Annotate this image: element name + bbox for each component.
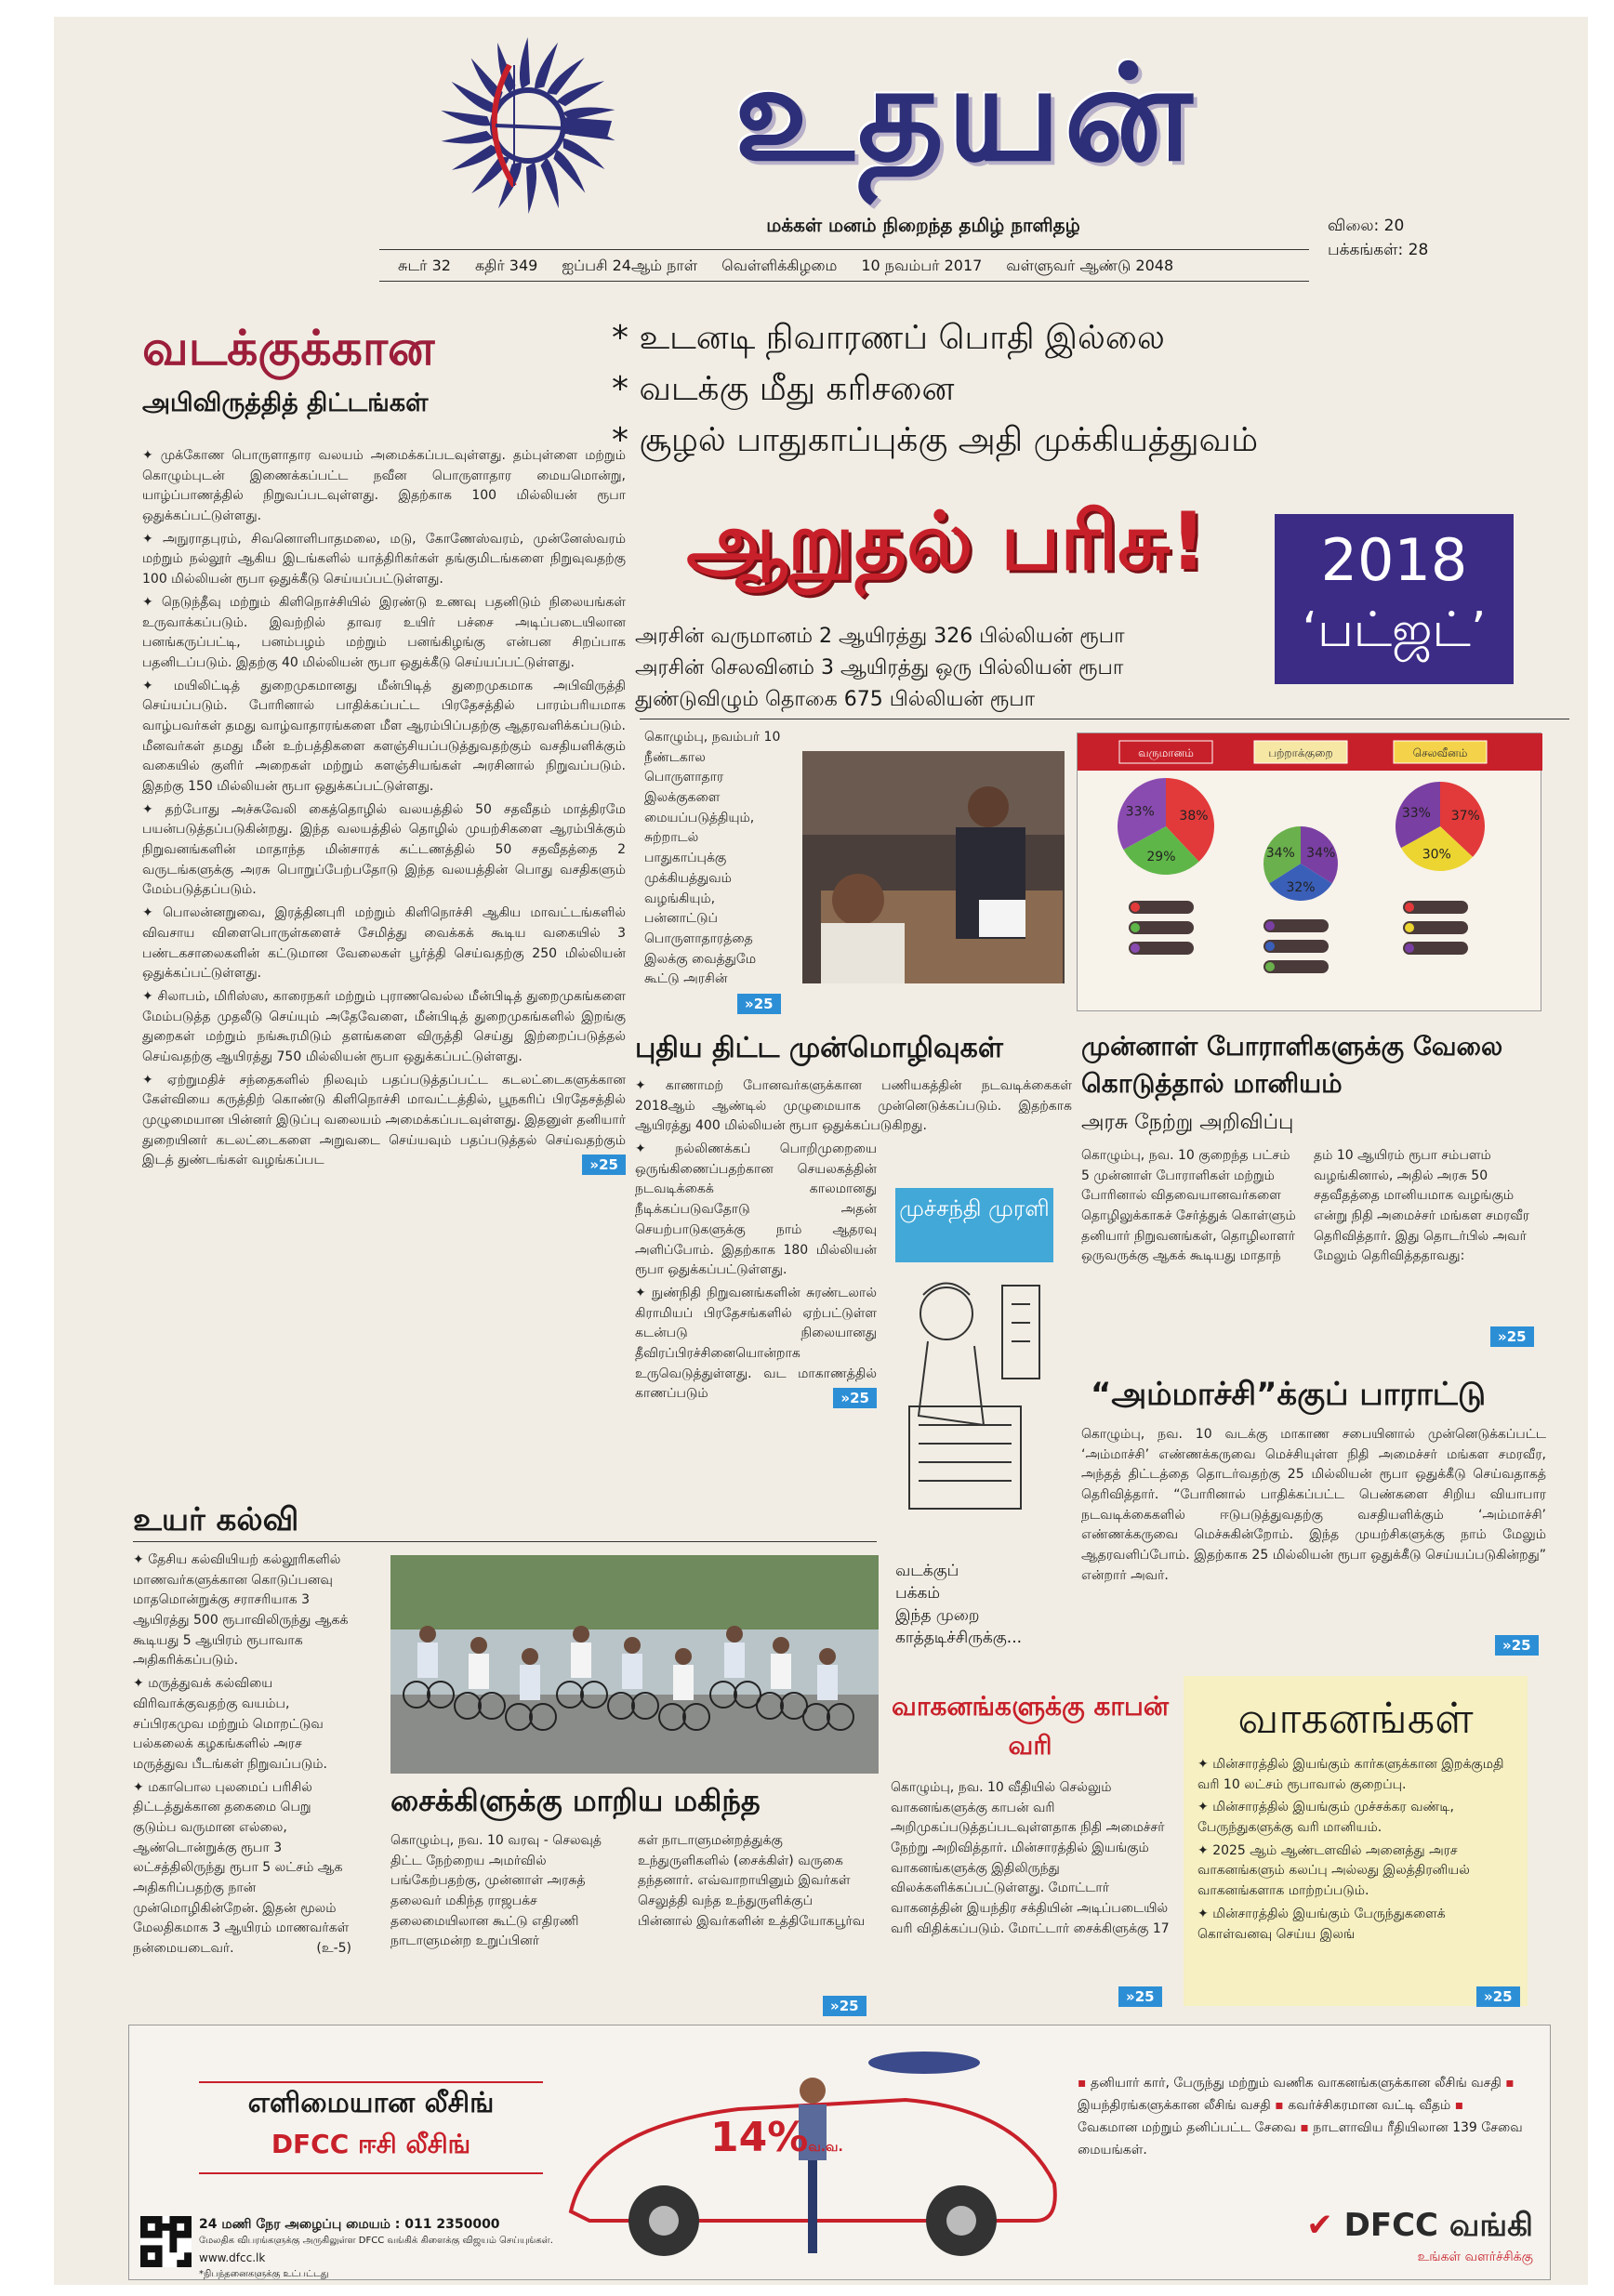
sun-ray xyxy=(520,37,530,89)
ad-terms: *நிபந்தனைகளுக்கு உட்பட்டது xyxy=(199,2269,329,2279)
vehicles-body xyxy=(1197,1755,1518,1987)
ammachi-body xyxy=(1081,1425,1546,1667)
sun-logo-icon xyxy=(421,28,635,223)
rider-head xyxy=(726,1626,743,1643)
north-para: ✦ தற்போது அச்சுவேலி கைத்தொழில் வலயத்தில் 50 சதவீதம் மாத்திரமே பயன்படுத்தப்படுகின்றது. இந்த வலயத்தில் தொழில் முயற்சிகளை ஆரம்பிக்கும் நிறுவனங்களின் மாதாந்த மின்சாரக் கட்டணத்தில் 50 சதவீதத்தை 2 வருடங்களுக்கு அரசு பொறுப்பேற்பதோடு இந்த வலயத்தின் பொது வசதிகளும் மேம்படுத்தப்படும். xyxy=(142,801,626,898)
newspaper-page xyxy=(54,17,1588,2285)
pie-slice-label: 32% xyxy=(1286,879,1316,895)
pie-legend-swatch xyxy=(1405,903,1414,912)
cartoon-title: முச்சந்தி முரளி xyxy=(899,1195,1050,1221)
excombatants-right-text: தம் 10 ஆயிரம் ரூபா சம்பளம் வழங்கினால், அதில் அரசு 50 சதவீதத்தை மானியமாக வழங்கும் என்று நிதி அமைச்சர் மங்கள சமரவீர தெரிவித்தார். இது தொடர்பில் அவர் மேலும் தெரிவித்ததாவது: xyxy=(1314,1148,1529,1264)
lead-bullet: * உடனடி நிவாரணப் பொதி இல்லை xyxy=(612,319,1165,357)
budget-figures xyxy=(635,621,1267,716)
lead-headline: ஆறுதல் பரிசு! xyxy=(686,495,1207,588)
continued-page-link[interactable]: » 25 xyxy=(833,1388,877,1408)
vehicles-para: ✦ மின்சாரத்தில் இயங்கும் பேருந்துகளைக் கொள்வனவு செய்ய இலங் xyxy=(1197,1906,1446,1942)
rider-body xyxy=(817,1665,838,1700)
pie-slice-label: 30% xyxy=(1422,847,1451,863)
excombatants-left xyxy=(1081,1146,1300,1351)
rider-head xyxy=(624,1637,641,1654)
pie-slice-label: 33% xyxy=(1401,805,1431,821)
north-para: ✦ ஏற்றுமதிச் சந்தைகளில் நிலவும் பதப்படுத்தப்பட்ட கடலட்டைகளுக்கான கேள்வியை கருத்திற் கொண்டு கிளிநொச்சி மாவட்டத்தில், பூநகரிப் பிரதேசத்தில் முழுமையான பின்னர் இடுப்பு வலையம் அமைக்கப்படவுள்ளது. இதனுள் தனியார் துறையினர் கடலட்டைகளை அறுவடை செய்யவும் பதப்படுத்தல் செய்வதற்கும் இடத் துண்டங்கள் வழங்கப்பட » 25 xyxy=(142,1071,626,1171)
rider-body xyxy=(571,1643,591,1678)
continued-page-ref: (உ-5) xyxy=(316,1941,351,1957)
ad-feature: தனியார் கார், பேருந்து மற்றும் வணிக வாகனங்களுக்கான லீசிங் வசதி xyxy=(1090,2076,1502,2091)
continued-page-link[interactable]: » 25 xyxy=(1495,1635,1539,1656)
issue-number: கதிர் 349 xyxy=(474,257,538,274)
lead-bullet: * வடக்கு மீது கரிசனை xyxy=(612,370,955,408)
pie-legend-swatch xyxy=(1405,923,1414,932)
budget-badge xyxy=(1275,514,1514,684)
pie-legend-swatch xyxy=(1265,962,1275,971)
ad-rate-suffix: வ.வ. xyxy=(808,2140,843,2155)
ammachi-text: கொழும்பு, நவ. 10 வடக்கு மாகாண சபையினால் முன்னெடுக்கப்பட்ட ‘அம்மாச்சி’ எண்ணக்கருவை மெச்சியுள்ள நிதி அமைச்சர் மங்கள சமரவீர, அந்தத் திட்டத்தை தொடர்வதற்கு 25 மில்லியன் ரூபா ஒதுக்கீடு செய்வதாகத் தெரிவித்தார். “போரினால் பாதிக்கப்பட்ட பெண்களை சிறிய வியாபார நடவடிக்கைகளில் ஈடுபடுத்துவதற்கு வசதியளிக்கும் ‘அம்மாச்சி’ எண்ணக்கருவை மெச்சுகின்றோம். இந்த முயற்சிகளுக்கு நாம் மேலும் ஆதரவளிப்போம். இதற்காக 25 மில்லியன் ரூபா ஒதுக்கீடு செய்யப்படுகின்றது” என்றார் அவர். xyxy=(1081,1427,1546,1583)
north-subtitle: அபிவிருத்தித் திட்டங்கள் xyxy=(142,389,429,417)
rider-body xyxy=(673,1665,694,1700)
north-para: ✦ மயிலிட்டித் துறைமுகமானது மீன்பிடித் துறைமுகமாக அபிவிருத்தி செய்யப்படும். போரினால் பாதிக்கப்பட்ட பிரதேசத்தில் பாரம்பரியமாக வாழ்பவர்கள் தமது வாழ்வாதாரங்களை மீள ஆரம்பிப்பதற்கு ஆதரவளிக்கப்படும். மீனவர்கள் தமது மீன் உற்பத்திகளை களஞ்சியப்படுத்துவதற்கும் வசதியளிக்கும் வகையில் குளிர் அறைகள் மற்றும் களஞ்சியங்கள் அரசினால் நிறுவப்படும். இதற்கு 150 மில்லியன் ரூபா ஒதுக்கப்பட்டுள்ளது. xyxy=(142,678,626,794)
cartoon-caption-line: இந்த முறை xyxy=(895,1606,980,1625)
lead-bullet: * சூழல் பாதுகாப்புக்கு அதி முக்கியத்துவம் xyxy=(612,421,1259,459)
excombatants-left-text: கொழும்பு, நவ. 10 குறைந்த பட்சம் 5 முன்னாள் போராளிகள் மற்றும் போரினால் விதவையானவர்களை தொழிலுக்காகச் சேர்த்துக் கொள்ளும் தனியார் நிறுவனங்கள், தொழிலாளர் ஒருவருக்கு ஆகக் கூடியது மாதாந் xyxy=(1081,1148,1296,1264)
continued-page-link[interactable]: » 25 xyxy=(1490,1326,1534,1347)
north-body xyxy=(142,446,626,1450)
qr-code-icon xyxy=(140,2216,192,2267)
excombatants-right xyxy=(1314,1146,1532,1351)
pie-title: பற்றாக்குறை xyxy=(1268,746,1333,759)
cycle-title: சைக்கிளுக்கு மாறிய மகிந்த xyxy=(390,1783,761,1818)
price-box xyxy=(1328,214,1428,262)
pie-slice-label: 34% xyxy=(1265,846,1295,862)
rider-body xyxy=(469,1654,489,1689)
ad-feature: கவர்ச்சிகரமான வட்டி வீதம் xyxy=(1288,2098,1451,2113)
cartoon-illustration xyxy=(891,1267,1058,1546)
lead-story xyxy=(644,728,784,988)
newplans-title: புதிய திட்ட முன்மொழிவுகள் xyxy=(635,1032,1003,1064)
north-para: ✦ சிலாபம், மிரிஸ்ஸ, காரைநகர் மற்றும் புராணவெல்ல மீன்பிடித் துறைமுகங்களை மேம்படுத்த முதலீடு செய்யும் அதேவேளை, மீன்பிடித் துறைமுகங்களில் இறங்கு துறைகள் மற்றும் நங்கூரமிடும் தளங்களை விருத்தி செய்து இற்றைப்படுத்தல் செய்வதற்கு ஆயிரத்து 750 மில்லியன் ரூபா ஒதுக்கப்பட்டுள்ளது. xyxy=(142,988,626,1064)
cycling-photo xyxy=(390,1555,879,1774)
pie-title: வருமானம் xyxy=(1138,746,1194,759)
rider-head xyxy=(819,1648,836,1665)
continued-page-link[interactable]: » 25 xyxy=(582,1155,626,1175)
pie-legend-swatch xyxy=(1405,943,1414,953)
pie-legend-swatch xyxy=(1131,903,1140,912)
cartoon-caption-line: பக்கம் xyxy=(895,1584,941,1603)
masthead-title: உதயன் xyxy=(734,37,1197,191)
cycle-right-text: கள் நாடாளுமன்றத்துக்கு உந்துருளிகளில் (சைக்கிள்) வருகை தந்தனார். எவ்வாறாயினும் இவர்கள் செலுத்தி வந்த உந்துருளிக்குப் பின்னால் இவர்களின் உத்தியோகபூர்வ xyxy=(638,1833,866,1929)
ad-website[interactable]: www.dfcc.lk xyxy=(199,2251,266,2264)
pie-legend-swatch xyxy=(1265,942,1275,951)
carbon-text: கொழும்பு, நவ. 10 வீதியில் செல்லும் வாகனங்களுக்கு காபன் வரி அறிமுகப்படுத்தப்படவுள்ளதாக நிதி அமைச்சர் நேற்று அறிவித்தார். மின்சாரத்தில் இயங்கும் வாகனங்களுக்கு இதிலிருந்து விலக்களிக்கப்பட்டுள்ளது. மோட்டார் வாகனத்தின் இயந்திர சக்தியின் அடிப்படையில் வரி விதிக்கப்படும். மோட்டார் சைக்கிளுக்கு 17 xyxy=(891,1780,1170,1936)
north-para: ✦ அநுராதபுரம், சிவனொளிபாதமலை, மடு, கோணேஸ்வரம், முன்னேஸ்வரம் மற்றும் நல்லூர் ஆகிய இடங்களில் யாத்திரிகர்கள் தங்குமிடங்களை நிறுவுவதற்கு 100 மில்லியன் ரூபா ஒதுக்கீடு செய்யப்பட்டுள்ளது. xyxy=(142,531,626,587)
pie-slice-label: 37% xyxy=(1450,809,1480,825)
parliament-photo xyxy=(802,751,1065,983)
pie-legend-swatch xyxy=(1131,923,1140,932)
ad-hotline-sub: மேலதிக விபரங்களுக்கு அருகிலுள்ள DFCC வங்கிக் கிளைக்கு விஜயம் செய்யுங்கள். xyxy=(199,2236,553,2246)
continued-page-link[interactable]: » 25 xyxy=(1118,1986,1162,2007)
continued-page-link[interactable]: » 25 xyxy=(1476,1986,1520,2007)
ad-headline: எளிமையான லீசிங் xyxy=(247,2087,495,2119)
pie-slice-label: 33% xyxy=(1125,804,1155,820)
cartoon-caption-line: காத்தடிச்சிருக்கு... xyxy=(895,1629,1023,1647)
ad-bank-tagline: உங்கள் வளர்ச்சிக்கு xyxy=(1417,2250,1533,2264)
pie-legend-swatch xyxy=(1265,921,1275,930)
issue-weekday: வெள்ளிக்கிழமை xyxy=(721,257,838,274)
carbon-body xyxy=(891,1778,1170,1983)
budget-figure: துண்டுவிழும் தொகை 675 பில்லியன் ரூபா xyxy=(635,688,1036,711)
pie-legend-swatch xyxy=(1131,943,1140,953)
budget-figure: அரசின் செலவினம் 3 ஆயிரத்து ஒரு பில்லியன் ரூபா xyxy=(635,656,1124,680)
lead-bullets xyxy=(612,312,1318,466)
cycle-left-text: கொழும்பு, நவ. 10 வரவு - செலவுத் திட்ட நேற்றைய அமர்வில் பங்கேற்பதற்கு, முன்னாள் அரசுத் தலைவர் மகிந்த ராஜபக்ச தலைமையிலான கூட்டு எதிரணி நாடாளுமன்ற உறுப்பினர் xyxy=(390,1833,602,1949)
pie-title: செலவீனம் xyxy=(1412,746,1468,759)
cartoon-caption xyxy=(895,1560,1081,1649)
north-para: ✦ பொலன்னறுவை, இரத்தினபுரி மற்றும் கிளிநொச்சி ஆகிய மாவட்டங்களில் விவசாய விளைபொருள்களைச் சேமித்து வைக்கக் கூடிய வகையில் 3 பண்டகசாலைகளின் கட்டுமான வேலைகள் பூர்த்தி செய்வதற்கு 250 மில்லியன் ஒதுக்கப்பட்டுள்ளது. xyxy=(142,905,626,982)
vehicles-para: ✦ 2025 ஆம் ஆண்டளவில் அனைத்து அரச வாகனங்களும் கலப்பு அல்லது இலத்திரனியல் வாகனங்களாக மாற்றப்படும். xyxy=(1197,1842,1470,1899)
issue-date: 10 நவம்பர் 2017 xyxy=(861,257,983,274)
ammachi-title: “அம்மாச்சி”க்குப் பாராட்டு xyxy=(1091,1376,1487,1413)
higher-title: உயர் கல்வி xyxy=(133,1501,299,1538)
newplans-para: ✦ காணாமற் போனவர்களுக்கான பணியகத்தின் நடவடிக்கைகள் 2018ஆம் ஆண்டில் முழுமையாக முன்னெடுக்கப்படும். இதற்காக ஆயிரத்து 400 மில்லியன் ரூபா ஒதுக்கப்படுகிறது. xyxy=(635,1078,1072,1134)
sun-ray xyxy=(442,131,494,144)
north-para: ✦ முக்கோண பொருளாதார வலயம் அமைக்கப்படவுள்ளது. தம்புள்ளை மற்றும் கொழும்புடன் இணைக்கப்பட்ட நவீன பொருளாதார மையமொன்று, யாழ்ப்பாணத்தில் நிறுவப்படவுள்ளது. இதற்காக 100 மில்லியன் ரூபா ஒதுக்கப்பட்டுள்ளது. xyxy=(142,448,626,524)
masthead-tagline: மக்கள் மனம் நிறைந்த தமிழ் நாளிதழ் xyxy=(766,214,1080,236)
pie-chart-canvas xyxy=(1078,733,1542,1012)
rider-body xyxy=(417,1643,438,1678)
ad-hotline: 24 மணி நேர அழைப்பு மையம் : 011 2350000 xyxy=(199,2217,500,2232)
rider-body xyxy=(622,1654,642,1689)
cartoon-caption-line: வடக்குப் xyxy=(895,1562,959,1580)
ad-features: ▪ தனியார் கார், பேருந்து மற்றும் வணிக வாகனங்களுக்கான லீசிங் வசதி ▪ இயந்திரங்களுக்கான லீசிங் வசதி ▪ கவர்ச்சிகரமான வட்டி வீதம் ▪ வேகமான மற்றும் தனிப்பட்ட சேவை ▪ நாடளாவிய ரீதியிலான 139 சேவை மையங்கள். xyxy=(1078,2076,1523,2157)
rider-head xyxy=(419,1626,436,1643)
rider-head xyxy=(470,1637,487,1654)
issue-tamil-date: ஐப்பசி 24ஆம் நாள் xyxy=(562,257,698,274)
rider-head xyxy=(773,1637,789,1654)
newplans-para: ✦ நுண்நிதி நிறுவனங்களின் சுரண்டலால் கிராமியப் பிரதேசங்களில் ஏற்பட்டுள்ள கடன்படு நிலையானது தீவிரப்பிரச்சினையொன்றாக உருவெடுத்துள்ளது. வட மாகாணத்தில் காணப்படும் » 25 xyxy=(635,1284,877,1405)
sun-ray xyxy=(441,111,491,125)
ad-contact xyxy=(199,2216,627,2283)
north-title: வடக்குக்கான xyxy=(142,321,435,376)
ad-bank-name: DFCC வங்கி xyxy=(1343,2207,1533,2244)
vehicles-para: ✦ மின்சாரத்தில் இயங்கும் முச்சக்கர வண்டி, பேருந்துகளுக்கு வரி மானியம். xyxy=(1197,1800,1454,1836)
cycle-left xyxy=(390,1831,623,2017)
dfcc-advertisement xyxy=(128,2025,1551,2280)
higher-para: ✦ தேசிய கல்வியியற் கல்லூரிகளில் மாணவர்களுக்கான கொடுப்பனவு மாதமொன்றுக்கு சராசரியாக 3 ஆயிரத்து 500 ரூபாவிலிருந்து ஆகக் கூடியது 5 ஆயிரம் ரூபாவாக அதிகரிக்கப்படும். xyxy=(133,1552,349,1669)
issue-volume: சுடர் 32 xyxy=(398,257,451,274)
budget-figure: அரசின் வருமானம் 2 ஆயிரத்து 326 பில்லியன் ரூபா xyxy=(635,625,1125,648)
ad-rate: 14% xyxy=(710,2114,809,2161)
badge-text: ‘பட்ஜட்’ xyxy=(1302,602,1487,658)
dfcc-check-icon: ✔ xyxy=(1306,2207,1333,2244)
continued-page-link[interactable]: » 25 xyxy=(737,994,781,1014)
pie-slice-label: 38% xyxy=(1179,809,1209,825)
higher-para: ✦ மருத்துவக் கல்வியை விரிவாக்குவதற்கு வயம்ப, சப்பிரகமுவ மற்றும் மொறட்டுவ பல்கலைக் கழகங்களில் அரச மருத்துவ பீடங்கள் நிறுவப்படும். xyxy=(133,1676,327,1772)
ad-product: DFCC ஈசி லீசிங் xyxy=(271,2129,471,2159)
continued-page-link[interactable]: » 25 xyxy=(823,1996,867,2016)
ad-bank-logo xyxy=(1245,2207,1533,2266)
vehicles-para: ✦ மின்சாரத்தில் இயங்கும் கார்களுக்கான இறக்குமதி வரி 10 லட்சம் ரூபாவால் குறைப்பு. xyxy=(1197,1757,1504,1792)
issue-valluvar-year: வள்ளுவர் ஆண்டு 2048 xyxy=(1006,257,1174,274)
masthead-title-block xyxy=(649,37,1281,193)
newplans-para: ✦ நல்லிணக்கப் பொறிமுறையை ஒருங்கிணைப்பதற்கான செயலகத்தின் நடவடிக்கைக் காலமானது நீடிக்கப்படுவதோடு அதன் செயற்பாடுகளுக்கு நாம் ஆதரவு அளிப்போம். இதற்காக 180 மில்லியன் ரூபா ஒதுக்கப்பட்டுள்ளது. xyxy=(635,1141,877,1278)
badge-year: 2018 xyxy=(1320,526,1468,594)
rider-body xyxy=(520,1665,540,1700)
ad-feature: வேகமான மற்றும் தனிப்பட்ட சேவை xyxy=(1078,2120,1296,2135)
excombatants-title: முன்னாள் போராளிகளுக்கு வேலை கொடுத்தால் மானியம் xyxy=(1081,1031,1503,1099)
cycle-right xyxy=(638,1831,870,1999)
issue-meta xyxy=(398,257,1290,276)
pie-slice-label: 29% xyxy=(1146,849,1176,864)
ad-headline-box xyxy=(199,2081,543,2174)
rider-head xyxy=(573,1626,589,1643)
ad-feature: இயந்திரங்களுக்கான லீசிங் வசதி xyxy=(1078,2098,1271,2113)
lead-story-text: கொழும்பு, நவம்பர் 10 நீண்டகால பொருளாதார இலக்குகளை மையப்படுத்தியும், சுற்றாடல் பாதுகாப்புக்கு முக்கியத்துவம் வழங்கியும், பன்னாட்டுப் பொருளாதாரத்தை இலக்கு வைத்துமே கூட்டு அரசின் xyxy=(644,730,781,987)
vehicles-title: வாகனங்கள் xyxy=(1237,1693,1474,1743)
pie-slice-label: 34% xyxy=(1306,846,1336,862)
budget-pie-charts xyxy=(1077,732,1541,1011)
page-count: பக்கங்கள்: 28 xyxy=(1328,241,1429,259)
rider-body xyxy=(724,1643,745,1678)
rider-body xyxy=(771,1654,791,1689)
north-para: ✦ நெடுந்தீவு மற்றும் கிளிநொச்சியில் இரண்டு உணவு பதனிடும் நிலையங்கள் உருவாக்கப்படும். இவற்றில் தாவர உயிர் பச்சை அடிப்படையிலான பனங்கருப்பட்டி, பனம்பழம் மற்றும் பனங்கிழங்கு என்பன சிறப்பாக பதனிடப்படும். இதற்கு 40 மில்லியன் ரூபா ஒதுக்கீடு செய்யப்பட்டுள்ளது. xyxy=(142,594,626,670)
rider-head xyxy=(675,1648,692,1665)
excombatants-subtitle: அரசு நேற்று அறிவிப்பு xyxy=(1081,1111,1294,1134)
price: விலை: 20 xyxy=(1328,217,1405,235)
higher-body xyxy=(133,1550,351,2006)
carbon-title: வாகனங்களுக்கு காபன் வரி xyxy=(892,1691,1169,1761)
cartoon-title-box xyxy=(895,1188,1053,1262)
ad-rate-block xyxy=(710,2114,843,2161)
sun-ray xyxy=(526,162,536,214)
sun-ray xyxy=(540,158,558,208)
rider-head xyxy=(522,1648,538,1665)
higher-para: ✦ மகாபொல புலமைப் பரிசில் திட்டத்துக்கான தகைமை பெறு குடும்ப வருமான எல்லை, ஆண்டொன்றுக்கு ரூபா 3 லட்சத்திலிருந்து ரூபா 5 லட்சம் ஆக அதிகரிப்பதற்கு நான் முன்மொழிகின்றேன். இதன் மூலம் மேலதிகமாக 3 ஆயிரம் மாணவர்கள் நன்மையடைவர். (உ-5) xyxy=(133,1778,351,1960)
ad-feature: நாடளாவிய ரீதியிலான 139 சேவை மையங்கள். xyxy=(1078,2120,1523,2157)
